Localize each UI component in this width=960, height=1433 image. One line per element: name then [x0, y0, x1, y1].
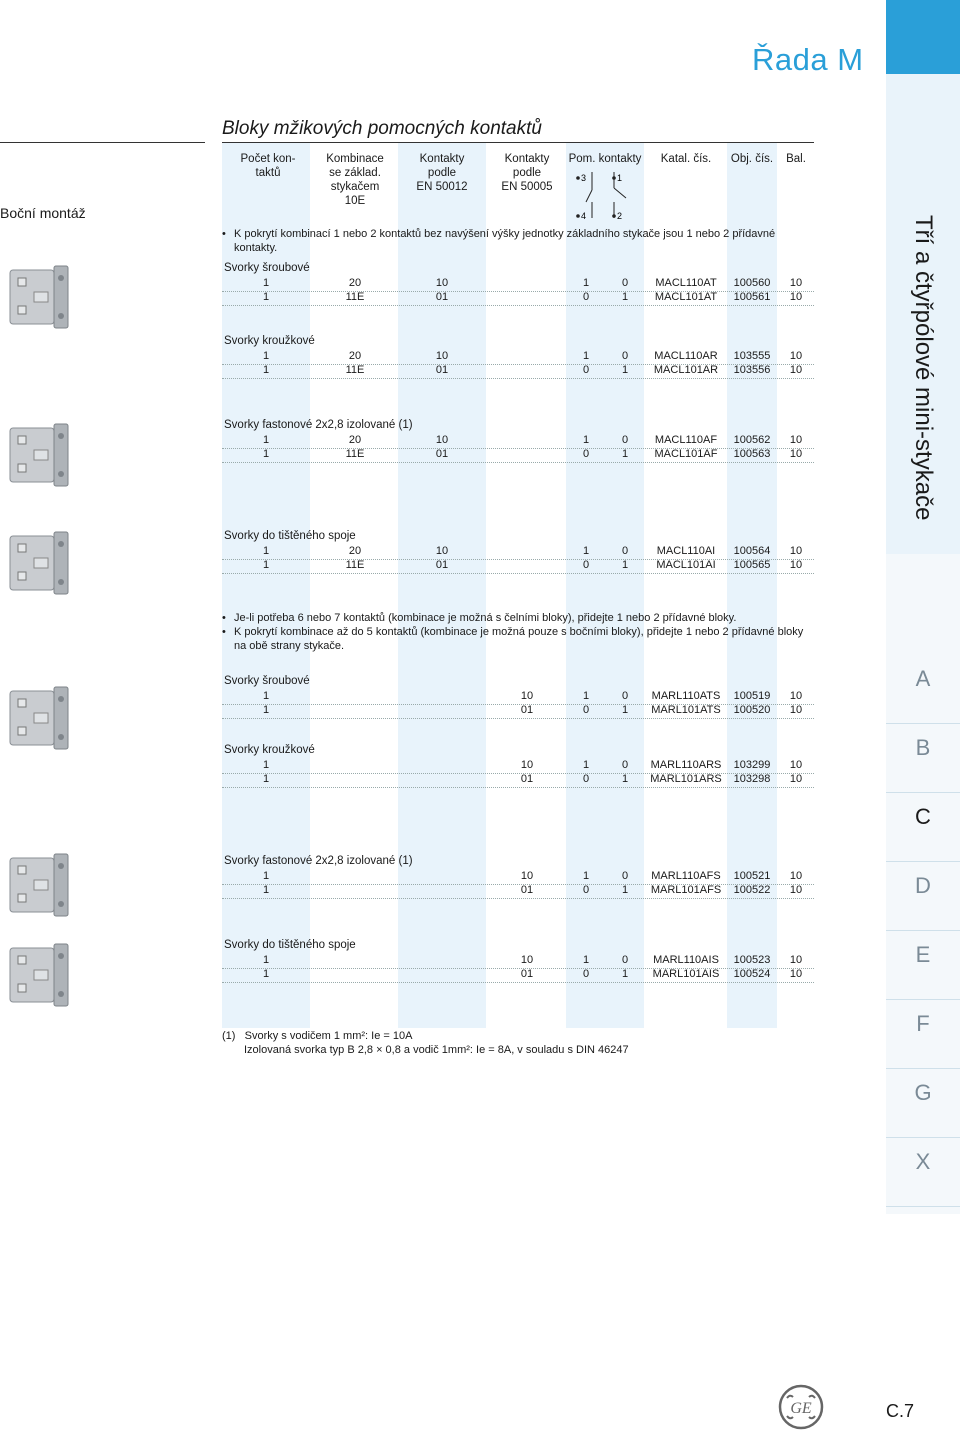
cell-a: 1 — [582, 870, 590, 882]
mounting-label: Boční montáž — [0, 205, 86, 221]
cell-en: 01 — [435, 364, 449, 376]
cell-ord: 100521 — [733, 870, 771, 882]
cell-pack: 10 — [789, 291, 803, 303]
cell-cat: MARL101AIS — [652, 968, 720, 980]
cell-pack: 10 — [789, 690, 803, 702]
chapter-letter-index — [886, 655, 960, 1207]
cell-b: 1 — [621, 968, 629, 980]
aux-label-3: 3 — [581, 173, 587, 183]
header-combo: Kombinace se základ. stykačem 10E — [326, 153, 384, 207]
cell-a: 0 — [582, 884, 590, 896]
cell-cat: MARL110AIS — [653, 954, 719, 966]
cell-combo: 20 — [348, 545, 362, 557]
cell-a: 1 — [582, 350, 590, 362]
cell-en: 10 — [435, 277, 449, 289]
cell-pack: 10 — [789, 545, 803, 557]
group-title: Svorky fastonové 2x2,8 izolované (1) — [224, 855, 413, 867]
cell-pack: 10 — [789, 884, 803, 896]
cell-en: 10 — [435, 434, 449, 446]
cell-ord: 103299 — [733, 759, 771, 771]
footnote-line-2: Izolovaná svorka typ B 2,8 × 0,8 a vodič 1mm²: Ie = 8A, v souladu s DIN 46247 — [244, 1044, 629, 1056]
cell-ord: 100524 — [733, 968, 771, 980]
cell-a: 0 — [582, 968, 590, 980]
cell-b: 1 — [621, 559, 629, 571]
cell-b: 1 — [621, 884, 629, 896]
cell-en: 10 — [520, 690, 534, 702]
cell-combo: 20 — [348, 434, 362, 446]
cell-ord: 103555 — [733, 350, 771, 362]
table-row — [222, 350, 814, 365]
cell-pack: 10 — [789, 968, 803, 980]
table-row — [222, 690, 814, 705]
header-aux: Pom. kontakty — [568, 153, 642, 165]
table-row — [222, 704, 814, 719]
cell-n: 1 — [262, 545, 270, 557]
cell-cat: MACL110AR — [654, 350, 718, 362]
chapter-letter-d[interactable]: D — [886, 862, 960, 931]
group-title: Svorky šroubové — [224, 262, 310, 274]
note-text-3: K pokrytí kombinace až do 5 kontaktů (kombinace je možná pouze s bočními bloky), přidejte 1 nebo 2 přídavné bloky na obě strany stykače. — [234, 626, 804, 652]
note-text-2: Je-li potřeba 6 nebo 7 kontaktů (kombinace je možná s čelními bloky), přidejte 1 nebo 2 přídavné bloky. — [234, 612, 737, 624]
cell-en: 01 — [520, 884, 534, 896]
header-order: Obj. čís. — [730, 153, 774, 165]
cell-n: 1 — [262, 364, 270, 376]
cell-n: 1 — [262, 884, 270, 896]
cell-n: 1 — [262, 350, 270, 362]
cell-pack: 10 — [789, 350, 803, 362]
series-title: Řada M — [752, 42, 864, 77]
cell-n: 1 — [262, 704, 270, 716]
vertical-title-text: Tří a čtyřpólové mini-stykače — [910, 215, 937, 521]
cell-b: 1 — [621, 704, 629, 716]
table-row — [222, 968, 814, 983]
cell-b: 0 — [621, 434, 629, 446]
table-row — [222, 434, 814, 449]
cell-pack: 10 — [789, 759, 803, 771]
chapter-letter-c[interactable]: C — [886, 793, 960, 862]
chapter-letter-x[interactable]: X — [886, 1138, 960, 1207]
cell-ord: 100520 — [733, 704, 771, 716]
chapter-letter-e[interactable]: E — [886, 931, 960, 1000]
brand-color-block — [886, 0, 960, 74]
cell-a: 0 — [582, 448, 590, 460]
cell-ord: 100565 — [733, 559, 771, 571]
cell-pack: 10 — [789, 559, 803, 571]
footnote — [222, 1029, 629, 1057]
contact-block-image — [4, 528, 72, 598]
cell-a: 1 — [582, 954, 590, 966]
cell-pack: 10 — [789, 704, 803, 716]
aux-label-4: 4 — [581, 211, 587, 221]
cell-combo: 11E — [345, 291, 365, 303]
svg-text:GE: GE — [790, 1400, 812, 1417]
cell-n: 1 — [262, 759, 270, 771]
cell-cat: MACL101AI — [656, 559, 716, 571]
cell-pack: 10 — [789, 773, 803, 785]
cell-cat: MACL110AT — [655, 277, 717, 289]
cell-n: 1 — [262, 277, 270, 289]
aux-label-2: 2 — [617, 211, 623, 221]
cell-pack: 10 — [789, 364, 803, 376]
cell-b: 0 — [621, 954, 629, 966]
header-en50012: Kontakty podle EN 50012 — [416, 153, 468, 193]
contact-block-image — [4, 683, 72, 753]
cell-a: 1 — [582, 545, 590, 557]
cell-ord: 100562 — [733, 434, 771, 446]
note-bullet-2: • Je-li potřeba 6 nebo 7 kontaktů (kombinace je možná s čelními bloky), přidejte 1 nebo 2 přídavné bloky. — [222, 612, 814, 626]
cell-combo: 20 — [348, 277, 362, 289]
table-row — [222, 954, 814, 969]
cell-a: 0 — [582, 364, 590, 376]
cell-en: 10 — [520, 954, 534, 966]
cell-combo: 11E — [345, 364, 365, 376]
table-row — [222, 277, 814, 292]
header-en50005: Kontakty podle EN 50005 — [501, 153, 553, 193]
table-row — [222, 448, 814, 463]
group-title: Svorky kroužkové — [224, 744, 315, 756]
cell-cat: MACL110AI — [656, 545, 716, 557]
cell-n: 1 — [262, 690, 270, 702]
header-count: Počet kon- taktů — [240, 153, 296, 179]
contact-block-image — [4, 940, 72, 1010]
cell-ord: 103556 — [733, 364, 771, 376]
left-rule — [0, 142, 205, 143]
section-title: Bloky mžikových pomocných kontaktů — [222, 118, 542, 139]
cell-a: 1 — [582, 434, 590, 446]
note-bullet-1: • K pokrytí kombinací 1 nebo 2 kontaktů bez navýšení výšky jednotky základního stykače jsou 1 nebo 2 přídavné kontakty. — [222, 228, 814, 255]
cell-en: 10 — [520, 870, 534, 882]
table-row — [222, 291, 814, 306]
cell-cat: MACL101AT — [654, 291, 718, 303]
cell-b: 1 — [621, 773, 629, 785]
chapter-letter-b[interactable]: B — [886, 724, 960, 793]
vertical-chapter-title — [886, 215, 960, 555]
table-row — [222, 559, 814, 574]
cell-combo: 11E — [345, 448, 365, 460]
cell-en: 01 — [435, 291, 449, 303]
cell-ord: 100523 — [733, 954, 771, 966]
cell-pack: 10 — [789, 277, 803, 289]
cell-n: 1 — [262, 291, 270, 303]
cell-a: 0 — [582, 291, 590, 303]
table-row — [222, 759, 814, 774]
cell-en: 10 — [435, 545, 449, 557]
cell-cat: MACL101AF — [654, 448, 718, 460]
footnote-line-1: Svorky s vodičem 1 mm²: Ie = 10A — [244, 1030, 413, 1042]
group-title: Svorky kroužkové — [224, 335, 315, 347]
cell-en: 01 — [435, 448, 449, 460]
cell-a: 0 — [582, 704, 590, 716]
page-number: C.7 — [886, 1401, 915, 1421]
group-title: Svorky do tištěného spoje — [224, 939, 356, 951]
cell-a: 0 — [582, 773, 590, 785]
cell-ord: 100564 — [733, 545, 771, 557]
cell-ord: 100560 — [733, 277, 771, 289]
table-row — [222, 773, 814, 788]
cell-pack: 10 — [789, 448, 803, 460]
cell-b: 0 — [621, 350, 629, 362]
cell-a: 1 — [582, 759, 590, 771]
footnote-mark: (1) — [222, 1030, 236, 1042]
cell-ord: 103298 — [733, 773, 771, 785]
cell-pack: 10 — [789, 870, 803, 882]
cell-combo: 20 — [348, 350, 362, 362]
header-catalog: Katal. čís. — [660, 153, 712, 165]
cell-n: 1 — [262, 954, 270, 966]
cell-cat: MACL110AF — [654, 434, 718, 446]
cell-a: 1 — [582, 277, 590, 289]
cell-cat: MARL101ATS — [651, 704, 721, 716]
cell-cat: MARL101AFS — [650, 884, 722, 896]
cell-ord: 100561 — [733, 291, 771, 303]
group-title: Svorky šroubové — [224, 675, 310, 687]
cell-b: 0 — [621, 759, 629, 771]
cell-n: 1 — [262, 434, 270, 446]
cell-b: 0 — [621, 277, 629, 289]
cell-n: 1 — [262, 559, 270, 571]
note-bullet-3: • K pokrytí kombinace až do 5 kontaktů (kombinace je možná pouze s bočními bloky), přidejte 1 nebo 2 přídavné bloky na obě strany stykače. — [222, 626, 814, 653]
cell-b: 0 — [621, 690, 629, 702]
cell-a: 1 — [582, 690, 590, 702]
cell-a: 0 — [582, 559, 590, 571]
table-row — [222, 545, 814, 560]
contact-block-image — [4, 850, 72, 920]
table-row — [222, 870, 814, 885]
cell-b: 0 — [621, 870, 629, 882]
ge-logo-icon — [778, 1384, 824, 1430]
cell-ord: 100563 — [733, 448, 771, 460]
cell-en: 01 — [520, 968, 534, 980]
cell-n: 1 — [262, 968, 270, 980]
cell-b: 1 — [621, 364, 629, 376]
aux-label-1: 1 — [617, 173, 623, 183]
header-pack: Bal. — [786, 153, 806, 165]
cell-n: 1 — [262, 448, 270, 460]
table-row — [222, 884, 814, 899]
cell-b: 1 — [621, 448, 629, 460]
cell-en: 10 — [520, 759, 534, 771]
section-rule — [222, 142, 814, 143]
cell-pack: 10 — [789, 434, 803, 446]
cell-b: 0 — [621, 545, 629, 557]
table-row — [222, 364, 814, 379]
cell-pack: 10 — [789, 954, 803, 966]
cell-ord: 100519 — [733, 690, 771, 702]
cell-cat: MARL110AFS — [651, 870, 721, 882]
chapter-letter-g[interactable]: G — [886, 1069, 960, 1138]
cell-n: 1 — [262, 773, 270, 785]
cell-n: 1 — [262, 870, 270, 882]
cell-cat: MARL101ARS — [650, 773, 722, 785]
contact-symbol-icon — [570, 168, 640, 224]
cell-en: 10 — [435, 350, 449, 362]
group-title: Svorky do tištěného spoje — [224, 530, 356, 542]
cell-cat: MARL110ATS — [651, 690, 721, 702]
note-text-1: K pokrytí kombinací 1 nebo 2 kontaktů bez navýšení výšky jednotky základního stykače jsou 1 nebo 2 přídavné kontakty. — [234, 228, 776, 254]
cell-en: 01 — [435, 559, 449, 571]
chapter-letter-f[interactable]: F — [886, 1000, 960, 1069]
cell-en: 01 — [520, 704, 534, 716]
cell-cat: MACL101AR — [653, 364, 719, 376]
chapter-letter-a[interactable]: A — [886, 655, 960, 724]
cell-cat: MARL110ARS — [650, 759, 722, 771]
cell-b: 1 — [621, 291, 629, 303]
cell-combo: 11E — [345, 559, 365, 571]
group-title: Svorky fastonové 2x2,8 izolované (1) — [224, 419, 413, 431]
contact-block-image — [4, 262, 72, 332]
cell-ord: 100522 — [733, 884, 771, 896]
cell-en: 01 — [520, 773, 534, 785]
contact-block-image — [4, 420, 72, 490]
